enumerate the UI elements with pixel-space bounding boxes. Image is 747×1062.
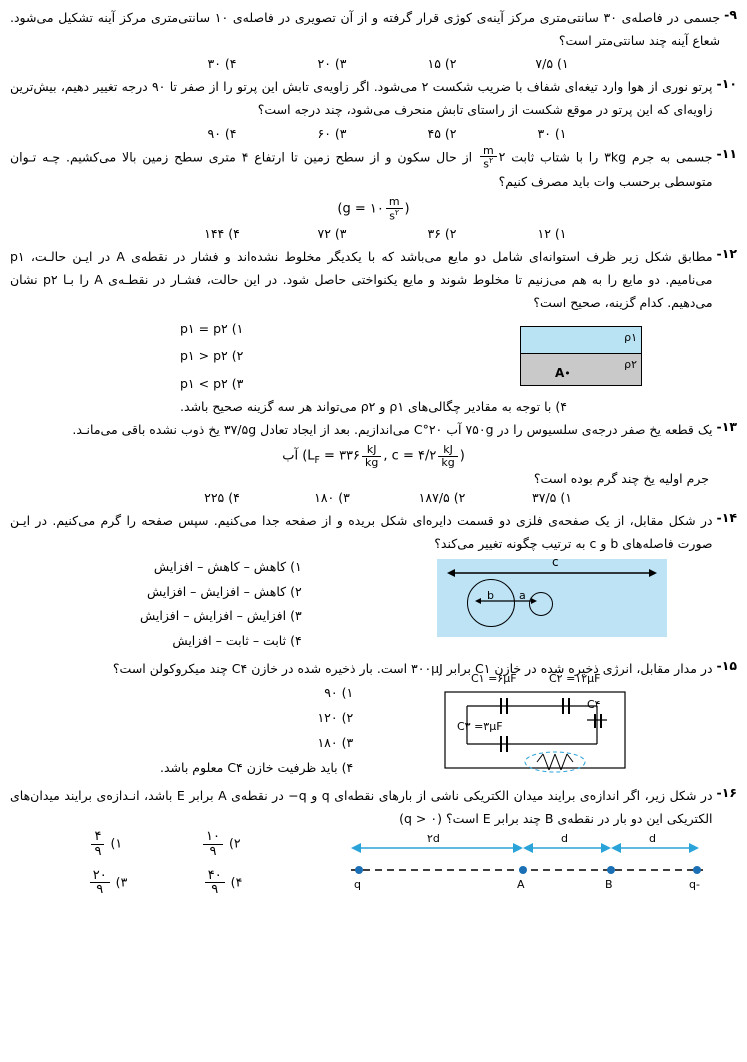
accel-num: m <box>480 145 497 158</box>
point-b-label: B <box>605 878 613 892</box>
question-11-gravity-note <box>10 196 737 222</box>
option[interactable]: ۲) ۱۵ <box>427 56 457 72</box>
figure-a-label: a <box>519 589 526 603</box>
figure-liquid-bottom <box>521 354 641 385</box>
latent-heat-symbol: L <box>307 448 315 464</box>
option[interactable]: ۱) ۹۰ <box>324 685 354 701</box>
accel-den-pow: ۲ <box>489 156 494 166</box>
segment-1-label: ۲d <box>427 832 440 846</box>
question-16-figure <box>347 834 707 898</box>
option[interactable]: ۳) p۱ < p۲ <box>180 375 244 391</box>
question-12-p2: p۲ <box>43 272 58 288</box>
question-11-text-a: جسمی به جرم ۳kg را با شتاب ثابت <box>511 148 713 164</box>
lf-den: kg <box>365 455 379 469</box>
option-den: ۹ <box>209 843 217 859</box>
option[interactable]: ۳) افزایش – افزایش – افزایش <box>140 608 302 624</box>
option[interactable]: ۳) ۲۰ <box>317 56 347 72</box>
option-num: ۲۰ <box>90 869 110 884</box>
question-16 <box>10 784 737 898</box>
question-9-options <box>10 56 737 71</box>
figure-point-a: •A <box>555 365 571 380</box>
option-label: ۲) <box>228 835 241 851</box>
option[interactable]: ۱) کاهش – کاهش – افزایش <box>153 559 302 575</box>
question-16-number: ۱۶- <box>716 785 737 801</box>
question-12-text <box>10 245 713 314</box>
question-14-figure <box>437 555 667 637</box>
question-14 <box>10 509 737 653</box>
option-den: ۹ <box>211 882 219 898</box>
question-13-text-b-wrap <box>10 471 737 486</box>
question-11-text <box>10 145 713 194</box>
question-15 <box>10 657 737 780</box>
g-den-pow: ۲ <box>394 207 400 217</box>
option[interactable]: ۱) ۷/۵ <box>535 56 569 72</box>
figure-c-label: c <box>552 555 559 570</box>
question-10-text: پرتو نوری از هوا وارد تیغه‌ای شفاف با ضریب شکست ۲ می‌شود. اگر زاویه‌ی تابش این پرتو را از صفر تا ۹۰ درجه تغییر دهیم، بیش‌ترین زاویه‌ای که این پرتو در موقع شکست از راستای تابش منحرف می‌شود، چند درجه است؟ <box>10 79 713 118</box>
g-note: (g = ۱۰ <box>337 201 384 217</box>
option-label: ۳) <box>115 874 128 890</box>
option-den: ۹ <box>94 843 102 859</box>
specific-heat-unit <box>438 444 457 468</box>
option[interactable]: ۱) p۱ = p۲ <box>180 320 244 336</box>
question-12-p1: p۱ <box>10 249 25 265</box>
question-10 <box>10 75 737 140</box>
c-num: kJ <box>438 444 457 457</box>
option[interactable] <box>88 869 128 897</box>
option[interactable]: ۴) ثابت – ثابت – افزایش <box>172 632 302 648</box>
latent-heat-unit <box>362 444 381 468</box>
c-den: kg <box>441 455 455 469</box>
option-fraction <box>90 869 110 897</box>
figure-b-arrow <box>475 596 537 606</box>
option[interactable]: ۲) p۱ > p۲ <box>180 348 244 363</box>
question-10-options <box>10 126 737 141</box>
option-fraction <box>205 869 225 897</box>
g-fraction <box>386 196 403 222</box>
question-13-text-a: یک قطعه یخ صفر درجه‌ی سلسیوس را در ۷۵۰g آب ۲۰°C می‌اندازیم. بعد از ایجاد تعادل ۳۷/۵g یخ ذوب نشده باقی می‌مانـد. <box>72 422 713 437</box>
question-11-number: ۱۱- <box>716 145 737 161</box>
option[interactable]: ۲) ۱۲۰ <box>317 710 354 726</box>
option-fraction <box>91 830 104 858</box>
question-12 <box>10 245 737 414</box>
g-den-unit: s <box>389 209 395 223</box>
option[interactable]: ۱) ۱۲ <box>537 226 567 242</box>
option[interactable]: ۴) باید ظرفیت خازن C۴ معلوم باشد. <box>160 760 354 776</box>
accel-den <box>480 157 497 170</box>
option[interactable]: ۳) ۱۸۰ <box>314 490 350 506</box>
question-11 <box>10 145 737 242</box>
question-13 <box>10 418 737 505</box>
question-12-text-c: نشان می‌دهیم. کدام گزینه، صحیح است؟ <box>10 272 713 311</box>
question-13-number: ۱۳- <box>716 419 737 434</box>
question-13-formula: ($L_F$ = ۳۳۶ $\frac{kJ}{kg}$ , c = ۴/۲ $\frac{kJ}{kg}$ ) آب <box>282 443 465 469</box>
question-15-number: ۱۵- <box>716 657 737 673</box>
question-14-text: در شکل مقابل، از یک صفحه‌ی فلزی دو قسمت دایره‌ای شکل بریده و از صفحه جدا می‌کنیم. سپس صفحه را گرم می‌کنیم. در ایـن صورت فاصله‌هاى b و c به ترتیب چگونه تغییر می‌کند؟ <box>10 513 713 552</box>
accel-fraction <box>480 145 497 171</box>
option[interactable]: ۴) ۱۴۴ <box>204 226 240 242</box>
option[interactable]: ۳) ۶۰ <box>317 125 347 141</box>
question-12-figure <box>520 326 642 386</box>
capacitor-c2-label: C۲ =۱۲μF <box>549 672 601 686</box>
option-label: ۱) <box>110 835 123 851</box>
figure-liquid-top <box>521 327 641 354</box>
question-9 <box>10 6 737 71</box>
water-label: آب <box>282 448 299 464</box>
g-close: ) <box>404 201 410 217</box>
question-11-text-b: از حال سکون و از سطح زمین تا ارتفاع ۴ متری سطح زمین بالا می‌کشیم. چـه تـوان متوسطی برحسب وات باید مصرف کنیم؟ <box>10 148 713 190</box>
capacitor-c3-label: C۳ =۳μF <box>457 720 503 734</box>
question-12-text-b: می‌نامیم. دو مایع را به هم می‌زنیم تا مخلوط شوند و مایع یکنواختی حاصل شود. در این حالت، فشـار در نقطـه‌ی A را بـا <box>63 272 713 288</box>
option[interactable]: ۳) ۷۲ <box>317 226 347 242</box>
latent-heat-sub: F <box>314 455 320 467</box>
point-q-label: q <box>354 878 361 892</box>
option[interactable]: ۴) ۲۲۵ <box>204 490 240 506</box>
question-13-options <box>10 490 737 505</box>
g-num: m <box>386 196 403 209</box>
option-label: ۴) <box>230 874 243 890</box>
question-14-number: ۱۴- <box>716 510 737 526</box>
lf-num: kJ <box>362 444 381 457</box>
option-fraction <box>203 830 223 858</box>
point-a-label: A <box>517 878 525 892</box>
question-15-text: در مدار مقابل، انرژی ذخیره شده در خازن C۱ برابر ۳۰۰μJ است. بار ذخیره شده در خازن C۴ چند میکروکولن است؟ <box>112 660 713 676</box>
option[interactable]: ۲) ۳۶ <box>427 226 457 242</box>
option[interactable]: ۱) ۳۰ <box>537 125 567 141</box>
capacitor-c1-label: C۱ =۶μF <box>471 672 517 686</box>
segment-2-label: d <box>561 832 568 846</box>
g-den <box>386 209 403 222</box>
option-den: ۹ <box>96 882 104 898</box>
figure-b-label: b <box>487 589 494 603</box>
option[interactable]: ۲) ۱۸۷/۵ <box>418 490 466 506</box>
option[interactable]: ۴) ۳۰ <box>207 56 237 72</box>
specific-heat-symbol: c <box>391 448 399 464</box>
option-num: ۴۰ <box>205 869 225 884</box>
option[interactable]: ۲) کاهش – افزایش – افزایش <box>146 583 302 599</box>
question-13-text-b: جرم اولیه یخ چند گرم بوده است؟ <box>533 471 709 487</box>
point-negq-label: -q <box>689 878 700 892</box>
capacitor-c4-label: C۴ <box>587 698 601 712</box>
question-12-text-a: مطابق شکل زیر ظرف استوانه‌ای شامل دو مایع می‌باشد که با یکدیگر مخلوط نشده‌اند و فشار در نقطه‌ی A در ایـن حالـت، <box>30 249 713 265</box>
option-num: ۱۰ <box>203 830 223 845</box>
question-10-number: ۱۰- <box>716 76 737 92</box>
option[interactable] <box>201 830 241 858</box>
figure-point-a-label: A <box>555 365 565 380</box>
acceleration-value <box>472 143 506 171</box>
question-11-options <box>10 226 737 241</box>
specific-heat-value: ۴/۲ <box>417 448 437 464</box>
accel-den-unit: s <box>483 157 490 171</box>
option[interactable]: ۴) با توجه به مقادیر چگالی‌های ρ۱ و ρ۲ می‌تواند هر سه گزینه صحیح باشد. <box>180 399 567 414</box>
question-9-text: جسمی در فاصله‌ی ۳۰ سانتی‌متری مرکز آینه‌ی کوژی قرار گرفته و از آن تصویری در فاصله‌ی ۱۰ سانتی‌متری مرکز آینه تشکیل می‌شود. شعاع آینه چند سانتی‌متر است؟ <box>10 10 721 49</box>
figure-rho1-label: ρ۱ <box>624 330 637 344</box>
latent-heat-value: ۳۳۶ <box>339 448 361 464</box>
figure-rho2-label: ρ۲ <box>624 357 637 371</box>
option[interactable]: ۴) ۹۰ <box>207 125 237 141</box>
question-12-number: ۱۲- <box>716 246 737 262</box>
question-16-text: در شکل زیر، اگر اندازه‌ی برایند میدان الکتریکی ناشی از بارهای نقطه‌ای q و q− در نقطه‌ی A برابر E باشد، انـدازه‌ی برایند میدان‌های الکتریکی این دو بار در نقطه‌ی B چند برابر E است؟ (q > ۰) <box>10 788 713 827</box>
option[interactable] <box>89 830 122 858</box>
question-9-number: ۹- <box>724 7 737 22</box>
accel-number: ۲ <box>498 148 506 164</box>
option[interactable]: ۲) ۴۵ <box>427 125 457 141</box>
segment-3-label: d <box>649 832 656 846</box>
option[interactable]: ۱) ۳۷/۵ <box>532 490 572 506</box>
option[interactable] <box>203 869 243 897</box>
question-15-figure <box>437 672 637 776</box>
option-num: ۴ <box>91 830 104 845</box>
option[interactable]: ۳) ۱۸۰ <box>317 735 354 751</box>
